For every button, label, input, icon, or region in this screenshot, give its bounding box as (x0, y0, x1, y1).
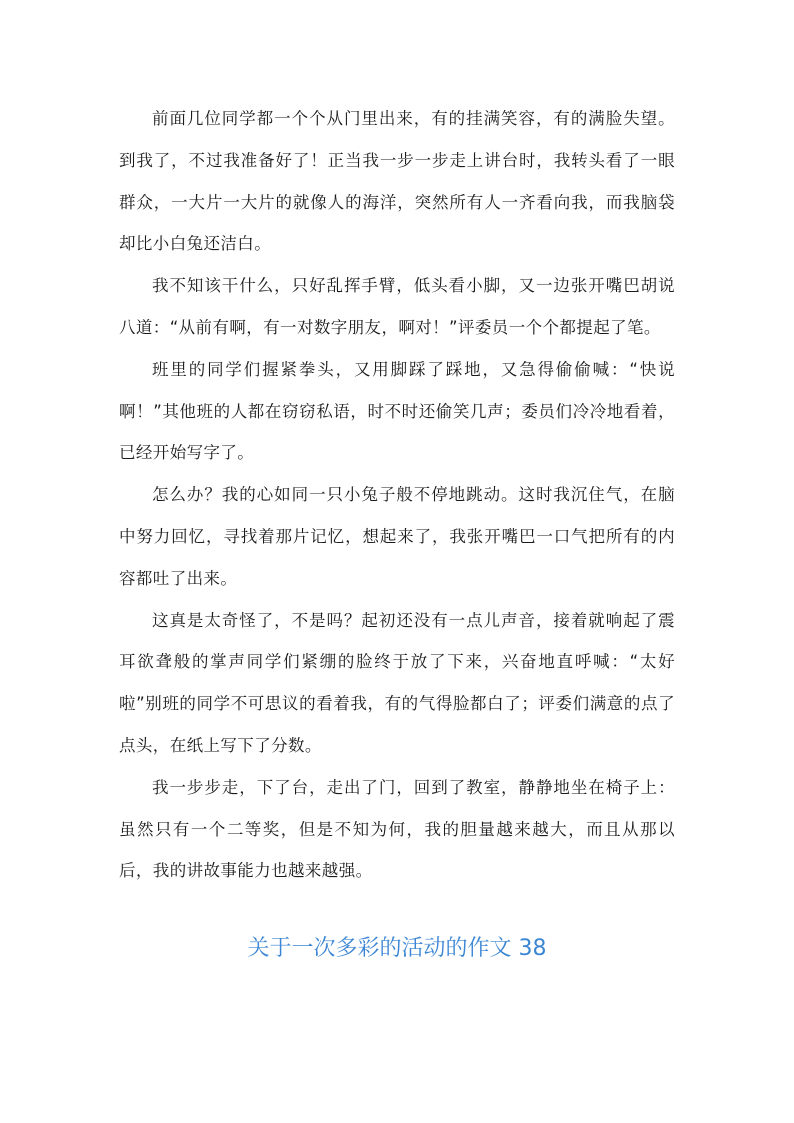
paragraph-2: 我不知该干什么，只好乱挥手臂，低头看小脚，又一边张开嘴巴胡说八道：“从前有啊，有一对数字朋友，啊对！”评委员一个个都提起了笔。 (119, 276, 675, 337)
paragraph-1: 前面几位同学都一个个从门里出来，有的挂满笑容，有的满脸失望。到我了，不过我准备好了！正当我一步一步走上讲台时，我转头看了一眼群众，一大片一大片的就像人的海洋，突然所有人一齐看向我，而我脑袋却比小白兔还洁白。 (119, 109, 675, 254)
paragraph-6: 我一步步走，下了台，走出了门，回到了教室，静静地坐在椅子上：虽然只有一个二等奖，但是不知为何，我的胆量越来越大，而且从那以后，我的讲故事能力也越来越强。 (119, 777, 675, 881)
next-essay-title: 关于一次多彩的活动的作文 38 (247, 936, 547, 961)
paragraph-3: 班里的同学们握紧拳头，又用脚踩了踩地，又急得偷偷喊：“快说啊！”其他班的人都在窃窃私语，时不时还偷笑几声；委员们冷冷地看着，已经开始写字了。 (119, 359, 675, 463)
paragraph-4: 怎么办？我的心如同一只小兔子般不停地跳动。这时我沉住气，在脑中努力回忆，寻找着那片记忆，想起来了，我张开嘴巴一口气把所有的内容都吐了出来。 (119, 485, 675, 588)
paragraph-5: 这真是太奇怪了，不是吗？起初还没有一点儿声音，接着就响起了震耳欲聋般的掌声同学们紧绷的脸终于放了下来，兴奋地直呼喊：“太好啦”别班的同学不可思议的看着我，有的气得脸都白了；评委们满意的点了点头，在纸上写下了分数。 (119, 610, 675, 755)
essay-body (119, 98, 675, 892)
